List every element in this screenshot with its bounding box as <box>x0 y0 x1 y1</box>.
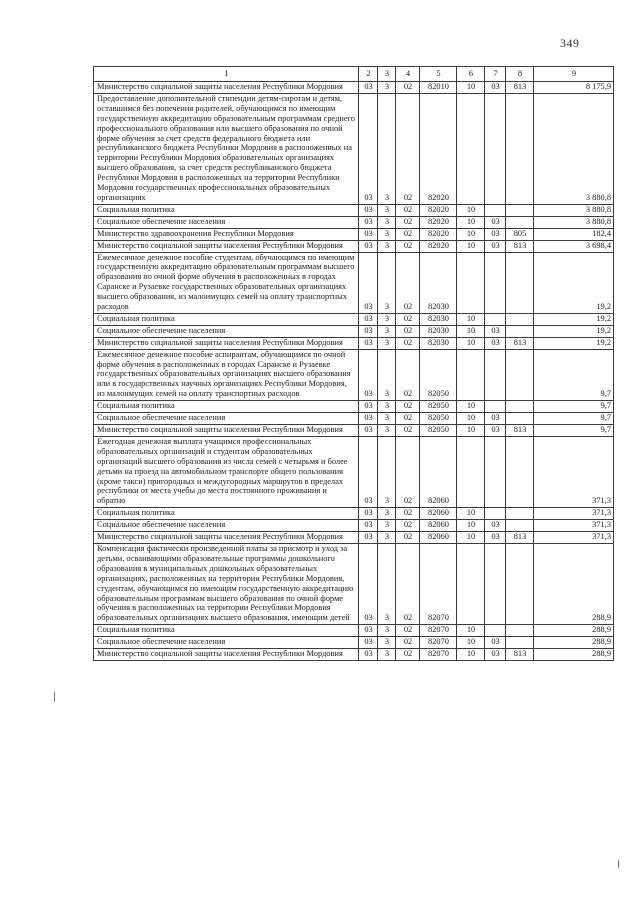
code-column-5: 82030 <box>420 252 457 313</box>
code-column-7: 03 <box>485 425 506 437</box>
code-column-8 <box>506 436 534 507</box>
row-name: Социальная политика <box>94 508 359 520</box>
row-name: Компенсация фактически произведенной платы за присмотр и уход за детьми, осваивающими образовательные программы дошкольного образования в муниципальных дошкольных образовательных организациях, расположенных на территории Республики Мордовия, студентам, обучающимся по имеющим государственную аккредитацию образовательным программам высшего образования по очной форме обучения в расположенных на территории Республики Мордовия образовательных организациях высшего образования, имеющим детей <box>94 543 359 624</box>
code-column-6: 10 <box>457 637 485 649</box>
scan-mark <box>618 860 619 868</box>
code-column-2: 03 <box>359 401 378 413</box>
code-column-7: 03 <box>485 216 506 228</box>
amount-value: 182,4 <box>534 228 614 240</box>
column-header: 9 <box>534 67 614 82</box>
table-row <box>94 532 614 544</box>
table-row <box>94 413 614 425</box>
table-body <box>94 82 614 661</box>
table-row <box>94 93 614 204</box>
code-column-8 <box>506 313 534 325</box>
code-column-2: 03 <box>359 313 378 325</box>
amount-value: 3 880,8 <box>534 204 614 216</box>
row-name: Ежегодная денежная выплата учащимся профессиональных образовательных организаций и студентам образовательных организаций высшего образования из числа семей с четырьмя и более детьми на проезд на автомобильном транспорте общего пользования (кроме такси) пригородных и междугородных маршрутов в пределах республики от места учебы до места постоянного проживания и обратно <box>94 436 359 507</box>
code-column-7: 03 <box>485 325 506 337</box>
code-column-5: 82050 <box>420 425 457 437</box>
code-column-2: 03 <box>359 240 378 252</box>
code-column-5: 82020 <box>420 216 457 228</box>
code-column-6: 10 <box>457 625 485 637</box>
code-column-8: 813 <box>506 425 534 437</box>
code-column-5: 82070 <box>420 637 457 649</box>
amount-value: 371,3 <box>534 532 614 544</box>
code-column-8 <box>506 520 534 532</box>
code-column-5: 82070 <box>420 649 457 661</box>
code-column-5: 82060 <box>420 520 457 532</box>
code-column-5: 82050 <box>420 413 457 425</box>
code-column-3: 3 <box>378 216 396 228</box>
row-name: Социальное обеспечение населения <box>94 216 359 228</box>
table-row <box>94 325 614 337</box>
code-column-6: 10 <box>457 401 485 413</box>
code-column-7: 03 <box>485 228 506 240</box>
code-column-6: 10 <box>457 532 485 544</box>
code-column-8 <box>506 93 534 204</box>
code-column-2: 03 <box>359 204 378 216</box>
code-column-5: 82030 <box>420 313 457 325</box>
code-column-8 <box>506 413 534 425</box>
code-column-6: 10 <box>457 204 485 216</box>
amount-value: 371,3 <box>534 436 614 507</box>
code-column-4: 02 <box>396 401 420 413</box>
row-name: Министерство социальной защиты населения Республики Мордовия <box>94 337 359 349</box>
code-column-3: 3 <box>378 240 396 252</box>
code-column-8: 813 <box>506 82 534 94</box>
code-column-7 <box>485 204 506 216</box>
code-column-8 <box>506 637 534 649</box>
row-name: Социальное обеспечение населения <box>94 637 359 649</box>
row-name: Социальная политика <box>94 625 359 637</box>
code-column-7: 03 <box>485 649 506 661</box>
code-column-3: 3 <box>378 625 396 637</box>
amount-value: 288,9 <box>534 649 614 661</box>
code-column-6 <box>457 349 485 401</box>
code-column-8 <box>506 401 534 413</box>
row-name: Министерство здравоохранения Республики Мордовия <box>94 228 359 240</box>
code-column-3: 3 <box>378 337 396 349</box>
code-column-6: 10 <box>457 240 485 252</box>
code-column-8 <box>506 204 534 216</box>
code-column-3: 3 <box>378 413 396 425</box>
row-name: Ежемесячное денежное пособие студентам, обучающимся по имеющим государственную аккредитацию образовательным программам высшего образования по очной форме обучения в расположенных в городах Саранске и Рузаевке государственных образовательных организациях высшего образования, из малоимущих семей на оплату транспортных расходов <box>94 252 359 313</box>
code-column-7: 03 <box>485 413 506 425</box>
code-column-7 <box>485 349 506 401</box>
code-column-5: 82030 <box>420 337 457 349</box>
table-row <box>94 401 614 413</box>
code-column-2: 03 <box>359 93 378 204</box>
amount-value: 288,9 <box>534 543 614 624</box>
table-row <box>94 436 614 507</box>
amount-value: 288,9 <box>534 637 614 649</box>
column-header: 6 <box>457 67 485 82</box>
code-column-3: 3 <box>378 401 396 413</box>
code-column-6: 10 <box>457 337 485 349</box>
code-column-7 <box>485 625 506 637</box>
code-column-4: 02 <box>396 313 420 325</box>
code-column-2: 03 <box>359 625 378 637</box>
code-column-8 <box>506 625 534 637</box>
code-column-3: 3 <box>378 543 396 624</box>
column-header: 8 <box>506 67 534 82</box>
code-column-4: 02 <box>396 413 420 425</box>
table-row <box>94 349 614 401</box>
table-row <box>94 204 614 216</box>
code-column-8 <box>506 252 534 313</box>
code-column-5: 82010 <box>420 82 457 94</box>
table-row <box>94 649 614 661</box>
code-column-3: 3 <box>378 637 396 649</box>
code-column-2: 03 <box>359 520 378 532</box>
amount-value: 8 175,9 <box>534 82 614 94</box>
table-row <box>94 520 614 532</box>
code-column-5: 82020 <box>420 204 457 216</box>
code-column-3: 3 <box>378 204 396 216</box>
code-column-7: 03 <box>485 532 506 544</box>
code-column-7: 03 <box>485 82 506 94</box>
table-row <box>94 337 614 349</box>
code-column-4: 02 <box>396 82 420 94</box>
row-name: Министерство социальной защиты населения Республики Мордовия <box>94 649 359 661</box>
amount-value: 288,9 <box>534 625 614 637</box>
row-name: Министерство социальной защиты населения Республики Мордовия <box>94 532 359 544</box>
column-header: 2 <box>359 67 378 82</box>
header-row <box>94 67 614 82</box>
code-column-7: 03 <box>485 637 506 649</box>
code-column-3: 3 <box>378 532 396 544</box>
code-column-6: 10 <box>457 649 485 661</box>
code-column-2: 03 <box>359 532 378 544</box>
code-column-3: 3 <box>378 508 396 520</box>
code-column-2: 03 <box>359 637 378 649</box>
amount-value: 19,2 <box>534 313 614 325</box>
code-column-8: 805 <box>506 228 534 240</box>
code-column-7: 03 <box>485 337 506 349</box>
row-name: Министерство социальной защиты населения Республики Мордовия <box>94 240 359 252</box>
code-column-3: 3 <box>378 228 396 240</box>
code-column-6: 10 <box>457 413 485 425</box>
code-column-4: 02 <box>396 425 420 437</box>
table-row <box>94 216 614 228</box>
amount-value: 371,3 <box>534 508 614 520</box>
code-column-4: 02 <box>396 204 420 216</box>
code-column-3: 3 <box>378 252 396 313</box>
code-column-3: 3 <box>378 520 396 532</box>
column-header: 5 <box>420 67 457 82</box>
code-column-5: 82070 <box>420 625 457 637</box>
code-column-3: 3 <box>378 425 396 437</box>
amount-value: 9,7 <box>534 413 614 425</box>
code-column-3: 3 <box>378 313 396 325</box>
code-column-4: 02 <box>396 625 420 637</box>
code-column-2: 03 <box>359 216 378 228</box>
code-column-8: 813 <box>506 337 534 349</box>
code-column-2: 03 <box>359 508 378 520</box>
row-name: Ежемесячное денежное пособие аспирантам, обучающимся по очной форме обучения в расположенных в городах Саранске и Рузаевке государственных образовательных организациях высшего образования или в государственных научных организациях Республики Мордовия, из малоимущих семей на оплату транспортных расходов <box>94 349 359 401</box>
code-column-8 <box>506 543 534 624</box>
row-name: Социальное обеспечение населения <box>94 520 359 532</box>
row-name: Социальное обеспечение населения <box>94 325 359 337</box>
table-row <box>94 313 614 325</box>
code-column-7 <box>485 252 506 313</box>
code-column-6: 10 <box>457 325 485 337</box>
code-column-2: 03 <box>359 425 378 437</box>
code-column-3: 3 <box>378 82 396 94</box>
amount-value: 3 698,4 <box>534 240 614 252</box>
code-column-4: 02 <box>396 216 420 228</box>
code-column-4: 02 <box>396 520 420 532</box>
code-column-7: 03 <box>485 520 506 532</box>
row-name: Социальная политика <box>94 401 359 413</box>
code-column-3: 3 <box>378 649 396 661</box>
table-row <box>94 508 614 520</box>
code-column-6: 10 <box>457 228 485 240</box>
code-column-2: 03 <box>359 413 378 425</box>
column-header: 4 <box>396 67 420 82</box>
code-column-2: 03 <box>359 325 378 337</box>
amount-value: 19,2 <box>534 252 614 313</box>
code-column-7 <box>485 93 506 204</box>
code-column-4: 02 <box>396 325 420 337</box>
code-column-8 <box>506 216 534 228</box>
code-column-4: 02 <box>396 349 420 401</box>
code-column-7 <box>485 436 506 507</box>
code-column-2: 03 <box>359 337 378 349</box>
row-name: Социальное обеспечение населения <box>94 413 359 425</box>
code-column-5: 82070 <box>420 543 457 624</box>
code-column-6: 10 <box>457 520 485 532</box>
row-name: Министерство социальной защиты населения Республики Мордовия <box>94 425 359 437</box>
code-column-3: 3 <box>378 349 396 401</box>
amount-value: 3 880,8 <box>534 216 614 228</box>
code-column-5: 82060 <box>420 436 457 507</box>
amount-value: 3 880,8 <box>534 93 614 204</box>
table-row <box>94 228 614 240</box>
code-column-8 <box>506 508 534 520</box>
code-column-6: 10 <box>457 82 485 94</box>
row-name: Социальная политика <box>94 313 359 325</box>
page-number: 349 <box>560 36 580 50</box>
code-column-8 <box>506 325 534 337</box>
code-column-5: 82020 <box>420 93 457 204</box>
amount-value: 371,3 <box>534 520 614 532</box>
code-column-7 <box>485 508 506 520</box>
code-column-6 <box>457 543 485 624</box>
table-row <box>94 252 614 313</box>
code-column-2: 03 <box>359 349 378 401</box>
code-column-4: 02 <box>396 543 420 624</box>
code-column-6: 10 <box>457 313 485 325</box>
row-name: Министерство социальной защиты населения Республики Мордовия <box>94 82 359 94</box>
code-column-4: 02 <box>396 532 420 544</box>
code-column-6: 10 <box>457 216 485 228</box>
code-column-4: 02 <box>396 252 420 313</box>
code-column-4: 02 <box>396 240 420 252</box>
code-column-6 <box>457 93 485 204</box>
code-column-5: 82060 <box>420 532 457 544</box>
code-column-4: 02 <box>396 637 420 649</box>
code-column-4: 02 <box>396 436 420 507</box>
amount-value: 9,7 <box>534 401 614 413</box>
code-column-6 <box>457 252 485 313</box>
code-column-2: 03 <box>359 649 378 661</box>
code-column-4: 02 <box>396 337 420 349</box>
budget-table <box>93 66 614 661</box>
code-column-5: 82020 <box>420 228 457 240</box>
amount-value: 19,2 <box>534 337 614 349</box>
column-header: 7 <box>485 67 506 82</box>
column-header: 1 <box>94 67 359 82</box>
column-header: 3 <box>378 67 396 82</box>
amount-value: 9,7 <box>534 425 614 437</box>
code-column-6: 10 <box>457 425 485 437</box>
code-column-8: 813 <box>506 649 534 661</box>
code-column-8 <box>506 349 534 401</box>
code-column-2: 03 <box>359 252 378 313</box>
code-column-5: 82050 <box>420 401 457 413</box>
amount-value: 9,7 <box>534 349 614 401</box>
code-column-7 <box>485 313 506 325</box>
table-row <box>94 637 614 649</box>
row-name: Предоставление дополнительной стипендии детям-сиротам и детям, оставшимся без попечения родителей, обучающимся по имеющим государственную аккредитацию образовательным программам среднего профессионального образования или высшего образования по очной форме обучения за счет средств федерального бюджета или республиканского бюджета Республики Мордовия в расположенных на территории Республики Мордовия образовательных организациях высшего образования, за счет средств республиканского бюджета Республики Мордовия в расположенных на территории Республики Мордовия государственных профессиональных образовательных организациях <box>94 93 359 204</box>
scan-mark <box>54 692 55 702</box>
code-column-2: 03 <box>359 543 378 624</box>
code-column-3: 3 <box>378 93 396 204</box>
table-row <box>94 82 614 94</box>
code-column-4: 02 <box>396 228 420 240</box>
table-row <box>94 240 614 252</box>
code-column-5: 82050 <box>420 349 457 401</box>
row-name: Социальная политика <box>94 204 359 216</box>
code-column-6 <box>457 436 485 507</box>
code-column-2: 03 <box>359 436 378 507</box>
code-column-4: 02 <box>396 649 420 661</box>
code-column-7 <box>485 543 506 624</box>
code-column-4: 02 <box>396 508 420 520</box>
code-column-7: 03 <box>485 240 506 252</box>
code-column-8: 813 <box>506 240 534 252</box>
code-column-5: 82060 <box>420 508 457 520</box>
code-column-8: 813 <box>506 532 534 544</box>
code-column-5: 82020 <box>420 240 457 252</box>
amount-value: 19,2 <box>534 325 614 337</box>
code-column-3: 3 <box>378 436 396 507</box>
table-row <box>94 543 614 624</box>
table-row <box>94 425 614 437</box>
code-column-6: 10 <box>457 508 485 520</box>
code-column-7 <box>485 401 506 413</box>
code-column-5: 82030 <box>420 325 457 337</box>
code-column-3: 3 <box>378 325 396 337</box>
table-row <box>94 625 614 637</box>
code-column-4: 02 <box>396 93 420 204</box>
code-column-2: 03 <box>359 82 378 94</box>
code-column-2: 03 <box>359 228 378 240</box>
